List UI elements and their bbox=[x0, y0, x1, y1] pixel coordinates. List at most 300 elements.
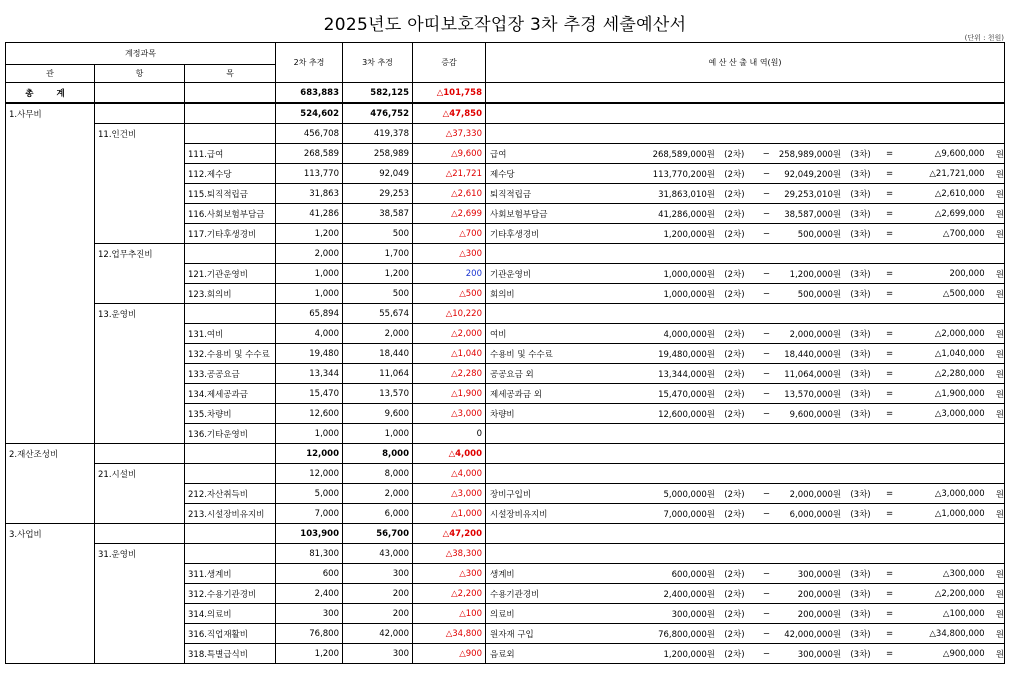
mok-cell: 112.제수당 bbox=[185, 164, 276, 184]
detail-2nd-amount: 1,200,000원 bbox=[663, 649, 715, 660]
detail-cell bbox=[486, 103, 1005, 124]
amount-2nd: 1,000 bbox=[276, 284, 343, 304]
detail-result: △2,610,000 bbox=[934, 188, 985, 199]
detail-line bbox=[486, 228, 1004, 240]
detail-result: △3,000,000 bbox=[934, 488, 985, 499]
detail-cell bbox=[486, 204, 1005, 224]
amount-3rd: 500 bbox=[343, 284, 413, 304]
mok-row bbox=[6, 404, 1005, 424]
detail-unit: 원 bbox=[995, 189, 1004, 200]
detail-2nd-tag: (2차) bbox=[724, 149, 745, 160]
amount-change: △1,040 bbox=[413, 344, 486, 364]
detail-2nd-amount: 31,863,010원 bbox=[658, 189, 715, 200]
hang-cell bbox=[95, 644, 185, 664]
detail-2nd-tag: (2차) bbox=[724, 229, 745, 240]
amount-2nd: 81,300 bbox=[276, 544, 343, 564]
mok-cell: 311.생계비 bbox=[185, 564, 276, 584]
detail-item: 원자재 구입 bbox=[490, 629, 534, 640]
amount-2nd: 524,602 bbox=[276, 103, 343, 124]
kwan-cell bbox=[6, 144, 95, 164]
detail-unit: 원 bbox=[995, 569, 1004, 580]
mok-row bbox=[6, 484, 1005, 504]
header-change: 증감 bbox=[413, 43, 486, 83]
mok-row bbox=[6, 624, 1005, 644]
detail-equals: = bbox=[886, 188, 894, 199]
amount-3rd: 38,587 bbox=[343, 204, 413, 224]
detail-line bbox=[486, 648, 1004, 660]
detail-result: 200,000 bbox=[949, 268, 985, 279]
detail-3rd-tag: (3차) bbox=[850, 329, 871, 340]
detail-cell bbox=[486, 544, 1005, 564]
detail-equals: = bbox=[886, 268, 894, 279]
detail-2nd-amount: 1,200,000원 bbox=[663, 229, 715, 240]
amount-change: 0 bbox=[413, 424, 486, 444]
mok-cell: 116.사회보험부담금 bbox=[185, 204, 276, 224]
detail-result: △500,000 bbox=[942, 288, 985, 299]
detail-line bbox=[486, 568, 1004, 580]
detail-result: △9,600,000 bbox=[934, 148, 985, 159]
detail-equals: = bbox=[886, 208, 894, 219]
amount-change: △2,699 bbox=[413, 204, 486, 224]
mok-cell bbox=[185, 444, 276, 464]
amount-3rd: 200 bbox=[343, 584, 413, 604]
detail-3rd-tag: (3차) bbox=[850, 609, 871, 620]
detail-cell bbox=[486, 504, 1005, 524]
total-change: △101,758 bbox=[413, 83, 486, 104]
detail-item: 음료외 bbox=[490, 649, 515, 660]
detail-2nd-amount: 1,000,000원 bbox=[663, 269, 715, 280]
detail-cell bbox=[486, 284, 1005, 304]
header-2nd-revision: 2차 추경 bbox=[276, 43, 343, 83]
kwan-row bbox=[6, 524, 1005, 544]
amount-change: △4,000 bbox=[413, 464, 486, 484]
detail-line bbox=[486, 268, 1004, 280]
kwan-cell bbox=[6, 264, 95, 284]
mok-cell: 314.의료비 bbox=[185, 604, 276, 624]
detail-item: 급여 bbox=[490, 149, 507, 160]
detail-minus: − bbox=[762, 588, 770, 599]
detail-minus: − bbox=[762, 608, 770, 619]
amount-2nd: 65,894 bbox=[276, 304, 343, 324]
amount-change: △700 bbox=[413, 224, 486, 244]
detail-minus: − bbox=[762, 408, 770, 419]
detail-item: 제수당 bbox=[490, 169, 515, 180]
detail-3rd-tag: (3차) bbox=[850, 209, 871, 220]
detail-2nd-tag: (2차) bbox=[724, 209, 745, 220]
detail-unit: 원 bbox=[995, 349, 1004, 360]
detail-result: △3,000,000 bbox=[934, 408, 985, 419]
detail-line bbox=[486, 588, 1004, 600]
detail-result: △1,900,000 bbox=[934, 388, 985, 399]
amount-change: △900 bbox=[413, 644, 486, 664]
kwan-cell bbox=[6, 464, 95, 484]
detail-cell bbox=[486, 124, 1005, 144]
mok-row bbox=[6, 384, 1005, 404]
kwan-row bbox=[6, 103, 1005, 124]
detail-cell bbox=[486, 264, 1005, 284]
detail-equals: = bbox=[886, 588, 894, 599]
detail-result: △2,699,000 bbox=[934, 208, 985, 219]
amount-change: △100 bbox=[413, 604, 486, 624]
detail-2nd-amount: 300,000원 bbox=[671, 609, 715, 620]
detail-3rd-tag: (3차) bbox=[850, 169, 871, 180]
detail-minus: − bbox=[762, 368, 770, 379]
detail-3rd-tag: (3차) bbox=[850, 569, 871, 580]
detail-line bbox=[486, 408, 1004, 420]
mok-row bbox=[6, 204, 1005, 224]
detail-3rd-amount: 300,000원 bbox=[797, 649, 842, 660]
detail-cell bbox=[486, 144, 1005, 164]
hang-cell bbox=[95, 324, 185, 344]
detail-2nd-tag: (2차) bbox=[724, 389, 745, 400]
mok-row bbox=[6, 264, 1005, 284]
hang-cell bbox=[95, 484, 185, 504]
detail-2nd-amount: 2,400,000원 bbox=[663, 589, 715, 600]
amount-2nd: 300 bbox=[276, 604, 343, 624]
mok-cell: 312.수용기관경비 bbox=[185, 584, 276, 604]
detail-cell bbox=[486, 224, 1005, 244]
detail-minus: − bbox=[762, 388, 770, 399]
amount-2nd: 1,000 bbox=[276, 264, 343, 284]
detail-3rd-amount: 2,000,000원 bbox=[789, 329, 842, 340]
detail-2nd-tag: (2차) bbox=[724, 169, 745, 180]
detail-3rd-tag: (3차) bbox=[850, 289, 871, 300]
detail-equals: = bbox=[886, 508, 894, 519]
detail-2nd-amount: 15,470,000원 bbox=[658, 389, 715, 400]
kwan-cell bbox=[6, 164, 95, 184]
mok-row bbox=[6, 424, 1005, 444]
detail-item: 장비구입비 bbox=[490, 489, 532, 500]
detail-2nd-tag: (2차) bbox=[724, 369, 745, 380]
kwan-cell bbox=[6, 344, 95, 364]
detail-result: △900,000 bbox=[942, 648, 985, 659]
detail-2nd-amount: 4,000,000원 bbox=[663, 329, 715, 340]
detail-2nd-tag: (2차) bbox=[724, 509, 745, 520]
detail-equals: = bbox=[886, 368, 894, 379]
amount-2nd: 600 bbox=[276, 564, 343, 584]
detail-3rd-tag: (3차) bbox=[850, 629, 871, 640]
detail-cell bbox=[486, 404, 1005, 424]
mok-cell: 123.회의비 bbox=[185, 284, 276, 304]
amount-3rd: 500 bbox=[343, 224, 413, 244]
detail-item: 퇴직적립금 bbox=[490, 189, 532, 200]
detail-3rd-amount: 2,000,000원 bbox=[789, 489, 842, 500]
amount-3rd: 476,752 bbox=[343, 103, 413, 124]
mok-cell: 212.자산취득비 bbox=[185, 484, 276, 504]
mok-cell bbox=[185, 464, 276, 484]
amount-2nd: 12,000 bbox=[276, 444, 343, 464]
detail-cell bbox=[486, 564, 1005, 584]
detail-unit: 원 bbox=[995, 649, 1004, 660]
detail-3rd-amount: 500,000원 bbox=[797, 289, 842, 300]
amount-3rd: 1,700 bbox=[343, 244, 413, 264]
hang-row bbox=[6, 544, 1005, 564]
hang-cell: 31.운영비 bbox=[95, 544, 185, 564]
mok-row bbox=[6, 584, 1005, 604]
amount-change: △300 bbox=[413, 244, 486, 264]
detail-2nd-amount: 41,286,000원 bbox=[658, 209, 715, 220]
detail-minus: − bbox=[762, 288, 770, 299]
amount-change: △500 bbox=[413, 284, 486, 304]
amount-3rd: 8,000 bbox=[343, 444, 413, 464]
hang-row bbox=[6, 124, 1005, 144]
amount-change: △47,200 bbox=[413, 524, 486, 544]
header-detail: 예 산 산 출 내 역(원) bbox=[486, 43, 1005, 83]
hang-cell bbox=[95, 564, 185, 584]
detail-result: △1,040,000 bbox=[934, 348, 985, 359]
hang-cell: 12.업무추진비 bbox=[95, 244, 185, 264]
detail-cell bbox=[486, 624, 1005, 644]
header-mok: 목 bbox=[185, 65, 276, 83]
hang-cell bbox=[95, 444, 185, 464]
amount-2nd: 113,770 bbox=[276, 164, 343, 184]
detail-minus: − bbox=[762, 488, 770, 499]
detail-item: 수용기관경비 bbox=[490, 589, 540, 600]
detail-line bbox=[486, 188, 1004, 200]
detail-2nd-tag: (2차) bbox=[724, 649, 745, 660]
detail-cell bbox=[486, 164, 1005, 184]
hang-cell bbox=[95, 204, 185, 224]
detail-minus: − bbox=[762, 208, 770, 219]
amount-2nd: 4,000 bbox=[276, 324, 343, 344]
detail-item: 차량비 bbox=[490, 409, 515, 420]
mok-cell: 136.기타운영비 bbox=[185, 424, 276, 444]
detail-line bbox=[486, 348, 1004, 360]
kwan-cell bbox=[6, 544, 95, 564]
detail-equals: = bbox=[886, 608, 894, 619]
detail-line bbox=[486, 628, 1004, 640]
hang-cell bbox=[95, 224, 185, 244]
detail-2nd-tag: (2차) bbox=[724, 189, 745, 200]
detail-unit: 원 bbox=[995, 589, 1004, 600]
detail-item: 사회보험부담금 bbox=[490, 209, 548, 220]
mok-cell: 135.차량비 bbox=[185, 404, 276, 424]
amount-3rd: 1,200 bbox=[343, 264, 413, 284]
detail-equals: = bbox=[886, 168, 894, 179]
detail-result: △2,000,000 bbox=[934, 328, 985, 339]
detail-result: △2,280,000 bbox=[934, 368, 985, 379]
detail-cell bbox=[486, 384, 1005, 404]
detail-2nd-amount: 268,589,000원 bbox=[652, 149, 715, 160]
hang-cell bbox=[95, 384, 185, 404]
detail-3rd-tag: (3차) bbox=[850, 389, 871, 400]
detail-3rd-tag: (3차) bbox=[850, 189, 871, 200]
amount-3rd: 11,064 bbox=[343, 364, 413, 384]
detail-result: △2,200,000 bbox=[934, 588, 985, 599]
hang-cell bbox=[95, 504, 185, 524]
detail-result: △300,000 bbox=[942, 568, 985, 579]
amount-2nd: 7,000 bbox=[276, 504, 343, 524]
amount-2nd: 12,600 bbox=[276, 404, 343, 424]
amount-3rd: 56,700 bbox=[343, 524, 413, 544]
mok-row bbox=[6, 164, 1005, 184]
detail-unit: 원 bbox=[995, 209, 1004, 220]
hang-cell: 11.인건비 bbox=[95, 124, 185, 144]
detail-2nd-tag: (2차) bbox=[724, 269, 745, 280]
amount-3rd: 8,000 bbox=[343, 464, 413, 484]
detail-3rd-amount: 300,000원 bbox=[797, 569, 842, 580]
detail-cell bbox=[486, 444, 1005, 464]
amount-change: △2,000 bbox=[413, 324, 486, 344]
detail-minus: − bbox=[762, 228, 770, 239]
amount-3rd: 2,000 bbox=[343, 324, 413, 344]
detail-2nd-tag: (2차) bbox=[724, 569, 745, 580]
kwan-cell: 3.사업비 bbox=[6, 524, 95, 544]
detail-2nd-amount: 7,000,000원 bbox=[663, 509, 715, 520]
detail-3rd-amount: 6,000,000원 bbox=[789, 509, 842, 520]
hang-row bbox=[6, 464, 1005, 484]
hang-cell bbox=[95, 264, 185, 284]
mok-row bbox=[6, 224, 1005, 244]
hang-cell bbox=[95, 584, 185, 604]
detail-item: 공공요금 외 bbox=[490, 369, 534, 380]
kwan-cell bbox=[6, 224, 95, 244]
detail-unit: 원 bbox=[995, 629, 1004, 640]
amount-3rd: 18,440 bbox=[343, 344, 413, 364]
amount-change: △3,000 bbox=[413, 404, 486, 424]
detail-cell bbox=[486, 584, 1005, 604]
detail-unit: 원 bbox=[995, 389, 1004, 400]
detail-item: 기관운영비 bbox=[490, 269, 532, 280]
mok-cell: 213.시설장비유지비 bbox=[185, 504, 276, 524]
amount-3rd: 92,049 bbox=[343, 164, 413, 184]
amount-change: △1,000 bbox=[413, 504, 486, 524]
detail-3rd-amount: 11,064,000원 bbox=[784, 369, 842, 380]
amount-3rd: 2,000 bbox=[343, 484, 413, 504]
hang-cell bbox=[95, 184, 185, 204]
detail-3rd-tag: (3차) bbox=[850, 589, 871, 600]
detail-result: △1,000,000 bbox=[934, 508, 985, 519]
detail-minus: − bbox=[762, 508, 770, 519]
budget-table bbox=[5, 42, 1005, 664]
detail-line bbox=[486, 208, 1004, 220]
detail-minus: − bbox=[762, 648, 770, 659]
amount-2nd: 268,589 bbox=[276, 144, 343, 164]
mok-cell bbox=[185, 103, 276, 124]
detail-3rd-tag: (3차) bbox=[850, 149, 871, 160]
detail-3rd-tag: (3차) bbox=[850, 229, 871, 240]
detail-3rd-tag: (3차) bbox=[850, 649, 871, 660]
hang-cell bbox=[95, 284, 185, 304]
detail-cell bbox=[486, 644, 1005, 664]
hang-cell bbox=[95, 424, 185, 444]
kwan-cell bbox=[6, 364, 95, 384]
detail-line bbox=[486, 328, 1004, 340]
amount-2nd: 76,800 bbox=[276, 624, 343, 644]
detail-2nd-amount: 19,480,000원 bbox=[658, 349, 715, 360]
detail-2nd-tag: (2차) bbox=[724, 329, 745, 340]
detail-2nd-tag: (2차) bbox=[724, 349, 745, 360]
hang-cell bbox=[95, 624, 185, 644]
total-2nd: 683,883 bbox=[276, 83, 343, 104]
detail-item: 회의비 bbox=[490, 289, 515, 300]
detail-minus: − bbox=[762, 328, 770, 339]
detail-unit: 원 bbox=[995, 169, 1004, 180]
detail-equals: = bbox=[886, 408, 894, 419]
detail-2nd-tag: (2차) bbox=[724, 409, 745, 420]
amount-change: △1,900 bbox=[413, 384, 486, 404]
amount-2nd: 12,000 bbox=[276, 464, 343, 484]
detail-3rd-amount: 200,000원 bbox=[797, 589, 842, 600]
detail-unit: 원 bbox=[995, 229, 1004, 240]
amount-3rd: 42,000 bbox=[343, 624, 413, 644]
amount-2nd: 19,480 bbox=[276, 344, 343, 364]
amount-2nd: 456,708 bbox=[276, 124, 343, 144]
header-kwan: 관 bbox=[6, 65, 95, 83]
detail-unit: 원 bbox=[995, 369, 1004, 380]
mok-row bbox=[6, 604, 1005, 624]
detail-cell bbox=[486, 184, 1005, 204]
hang-cell bbox=[95, 103, 185, 124]
mok-row bbox=[6, 564, 1005, 584]
amount-change: △300 bbox=[413, 564, 486, 584]
detail-equals: = bbox=[886, 348, 894, 359]
detail-unit: 원 bbox=[995, 509, 1004, 520]
detail-minus: − bbox=[762, 268, 770, 279]
detail-minus: − bbox=[762, 348, 770, 359]
detail-line bbox=[486, 508, 1004, 520]
detail-3rd-amount: 42,000,000원 bbox=[784, 629, 842, 640]
amount-3rd: 6,000 bbox=[343, 504, 413, 524]
detail-unit: 원 bbox=[995, 329, 1004, 340]
detail-item: 여비 bbox=[490, 329, 507, 340]
amount-2nd: 2,000 bbox=[276, 244, 343, 264]
detail-2nd-amount: 1,000,000원 bbox=[663, 289, 715, 300]
detail-item: 수용비 및 수수료 bbox=[490, 349, 553, 360]
detail-cell bbox=[486, 424, 1005, 444]
kwan-cell bbox=[6, 484, 95, 504]
mok-cell: 133.공공요금 bbox=[185, 364, 276, 384]
hang-cell bbox=[95, 524, 185, 544]
page-title: 2025년도 아띠보호작업장 3차 추경 세출예산서 bbox=[323, 15, 687, 35]
detail-cell bbox=[486, 244, 1005, 264]
detail-cell bbox=[486, 524, 1005, 544]
mok-cell: 132.수용비 및 수수료 bbox=[185, 344, 276, 364]
mok-row bbox=[6, 324, 1005, 344]
detail-2nd-amount: 76,800,000원 bbox=[658, 629, 715, 640]
detail-equals: = bbox=[886, 228, 894, 239]
detail-equals: = bbox=[886, 288, 894, 299]
detail-line bbox=[486, 608, 1004, 620]
amount-2nd: 2,400 bbox=[276, 584, 343, 604]
detail-3rd-amount: 9,600,000원 bbox=[789, 409, 842, 420]
amount-3rd: 258,989 bbox=[343, 144, 413, 164]
mok-row bbox=[6, 504, 1005, 524]
amount-change: △47,850 bbox=[413, 103, 486, 124]
kwan-cell bbox=[6, 504, 95, 524]
hang-row bbox=[6, 244, 1005, 264]
kwan-cell: 2.재산조성비 bbox=[6, 444, 95, 464]
amount-change: △2,200 bbox=[413, 584, 486, 604]
detail-unit: 원 bbox=[995, 489, 1004, 500]
kwan-row bbox=[6, 444, 1005, 464]
detail-unit: 원 bbox=[995, 269, 1004, 280]
detail-unit: 원 bbox=[995, 149, 1004, 160]
detail-cell bbox=[486, 604, 1005, 624]
mok-cell: 131.여비 bbox=[185, 324, 276, 344]
amount-2nd: 13,344 bbox=[276, 364, 343, 384]
kwan-cell bbox=[6, 244, 95, 264]
amount-change: △2,280 bbox=[413, 364, 486, 384]
amount-3rd: 9,600 bbox=[343, 404, 413, 424]
mok-cell bbox=[185, 244, 276, 264]
detail-equals: = bbox=[886, 488, 894, 499]
detail-2nd-amount: 113,770,200원 bbox=[652, 169, 715, 180]
detail-3rd-amount: 200,000원 bbox=[797, 609, 842, 620]
hang-cell bbox=[95, 164, 185, 184]
detail-cell bbox=[486, 484, 1005, 504]
detail-item: 생계비 bbox=[490, 569, 515, 580]
